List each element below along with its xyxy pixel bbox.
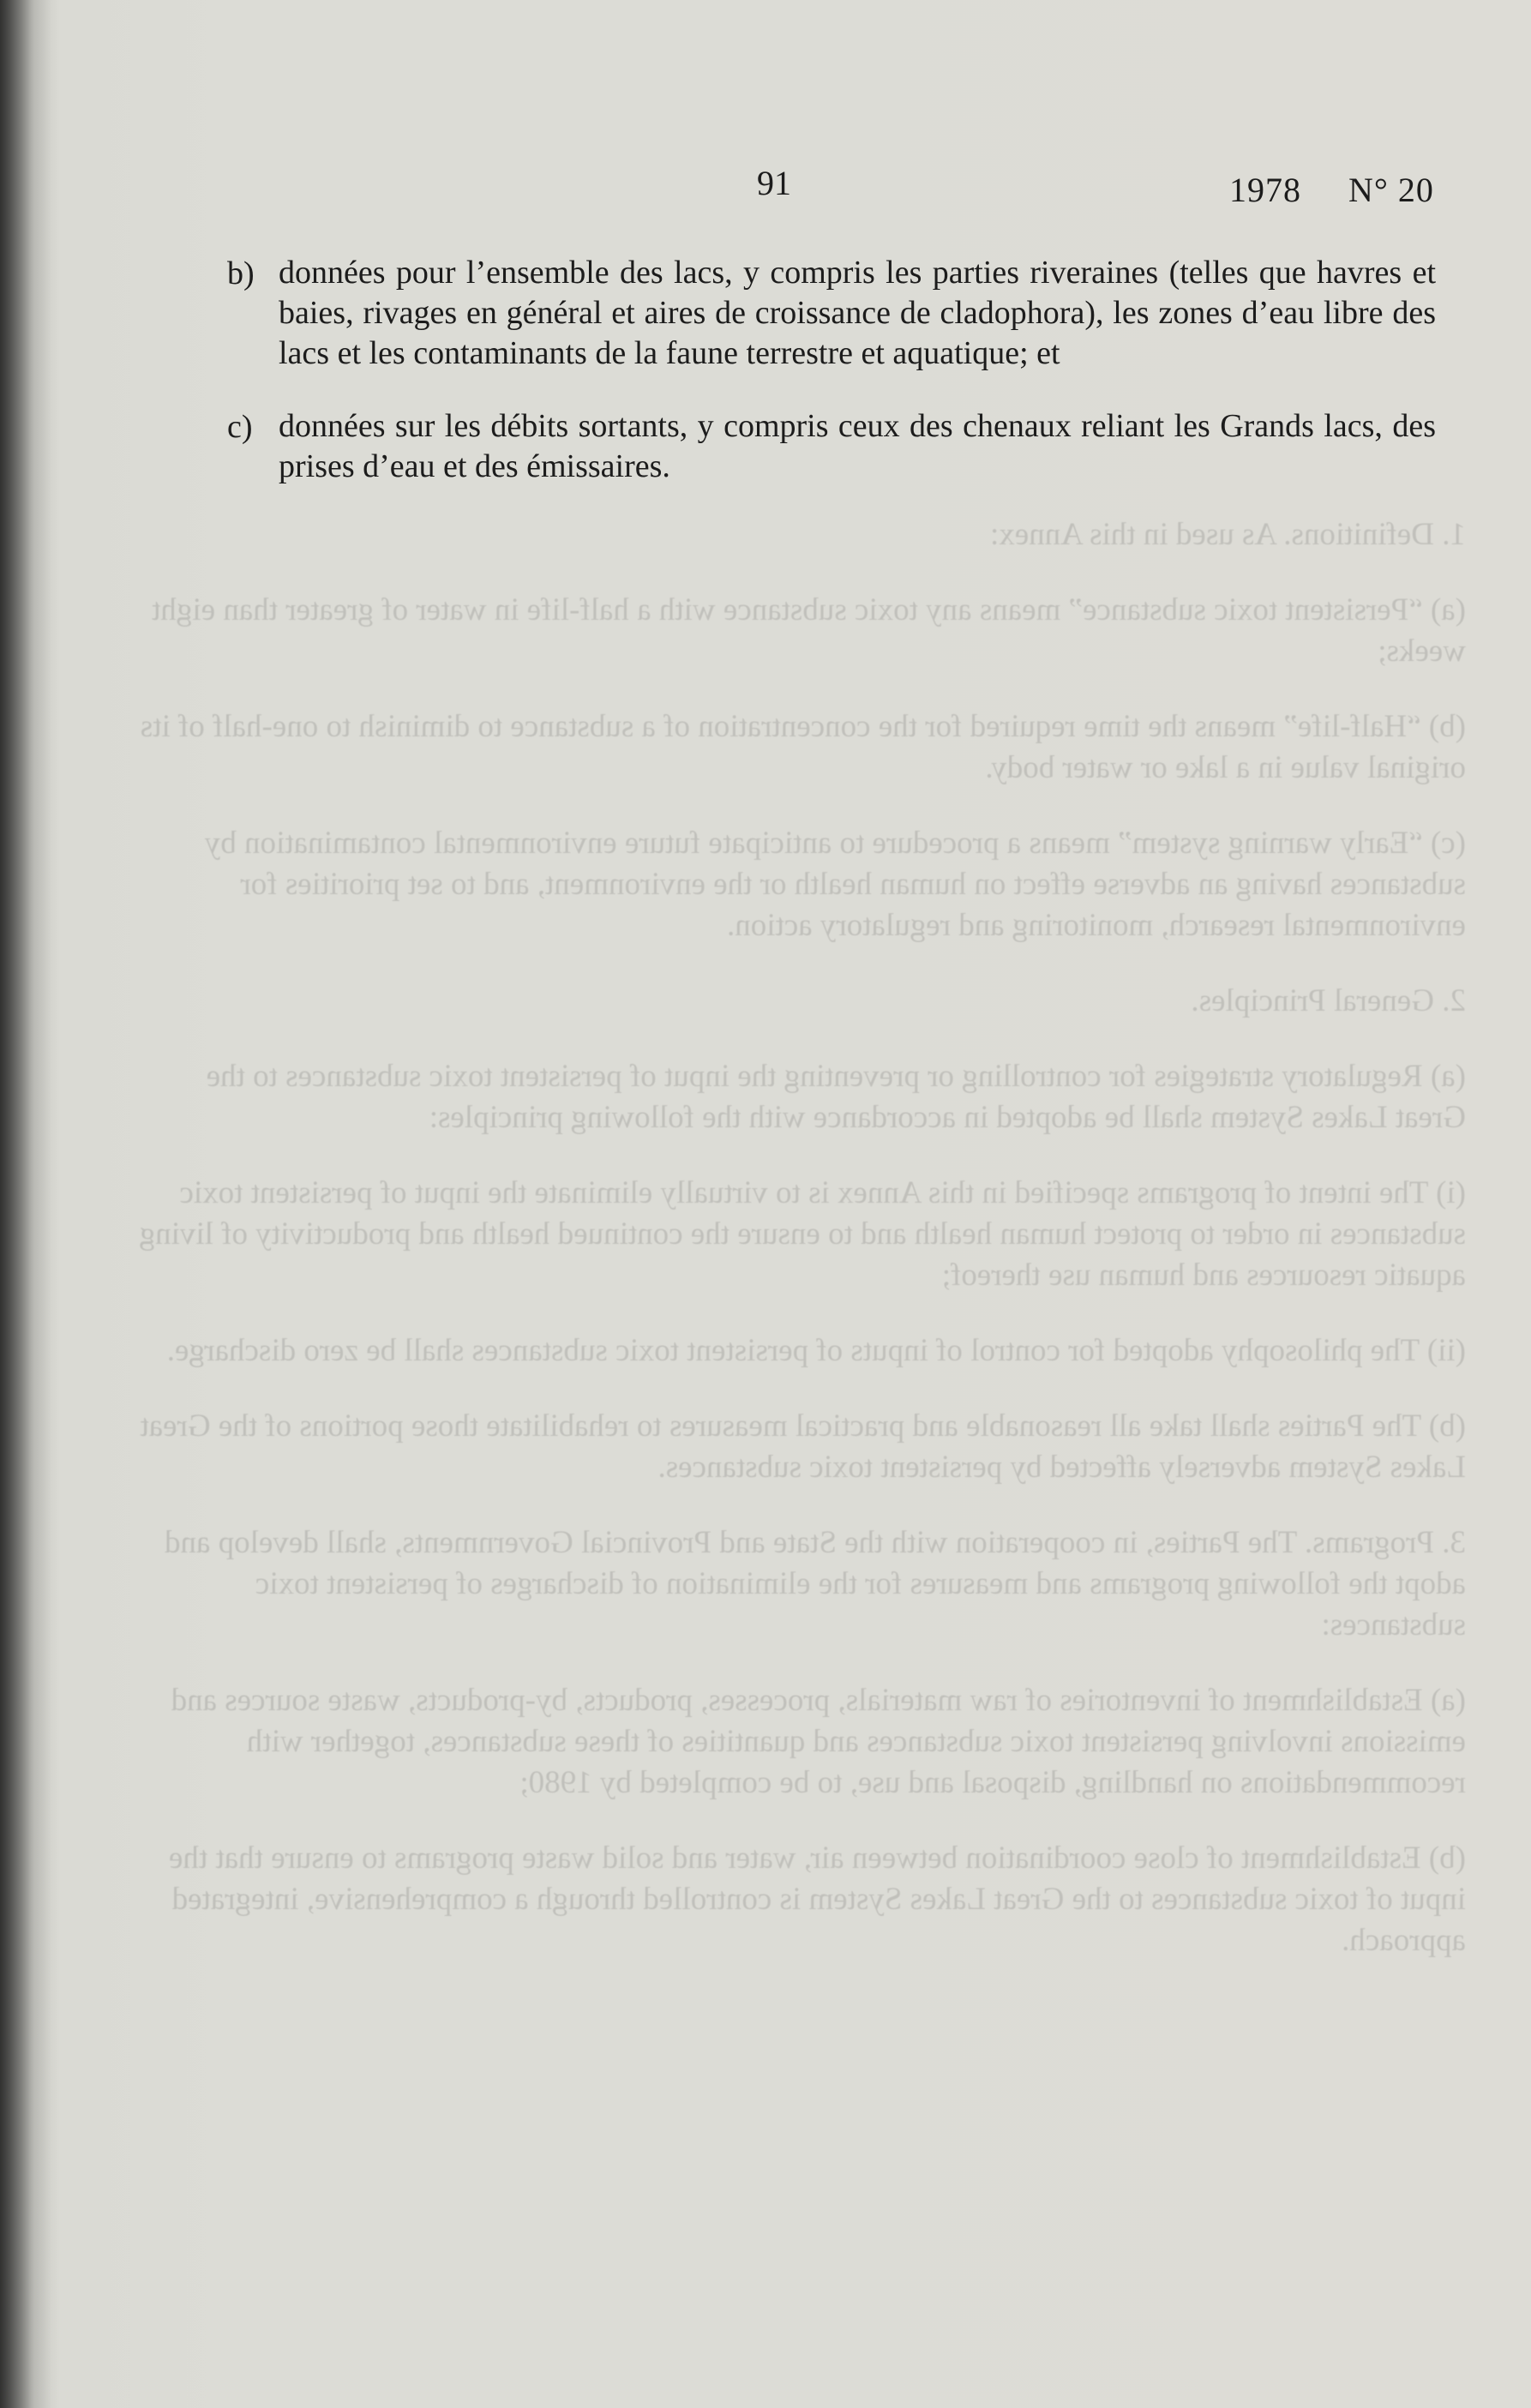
show-through-line: (a) “Persistent toxic substance” means any toxic substance with a half-life in water of greater than eight weeks;: [152, 592, 1466, 669]
item-label: c): [227, 409, 253, 445]
show-through-line: (ii) The philosophy adopted for control of inputs of persistent toxic substances shall be zero discharge.: [166, 1333, 1466, 1368]
show-through-line: (a) Regulatory strategies for controlling or preventing the input of persistent toxic substances to the Great Lakes System shall be adopted in accordance with the following principles:: [206, 1059, 1466, 1135]
list-item: [227, 406, 1436, 487]
show-through-line: (b) The Parties shall take all reasonable and practical measures to rehabilitate those portions of the Great Lakes System adversely affected by persistent toxic substances.: [140, 1408, 1466, 1485]
show-through-line: 1. Definitions. As used in this Annex:: [990, 517, 1466, 552]
show-through-line: (c) “Early warning system” means a procedure to anticipate future environmental contamination by substances having an adverse effect on human health or the environment, and to set priorities for environmental research, monitoring and regulatory action.: [204, 826, 1466, 943]
item-label: b): [227, 255, 255, 291]
item-list: [227, 253, 1436, 519]
show-through-line: (i) The intent of programs specified in this Annex is to virtually eliminate the input of persistent toxic substances in order to protect human health and to ensure the continued health and productivity of living aquatic resources and human use thereof;: [139, 1175, 1466, 1293]
year-and-number: 1978 N° 20: [1229, 171, 1434, 209]
show-through-line: (b) Establishment of close coordination between air, water and solid waste programs to ensure that the input of toxic substances to the Great Lakes System is controlled through a comprehensive, integrated approach.: [168, 1841, 1466, 1958]
show-through-line: 2. General Principles.: [1191, 983, 1466, 1018]
binding-shadow: [0, 0, 51, 2408]
show-through-line: 3. Programs. The Parties, in cooperation with the State and Provincial Governments, shall develop and adopt the following programs and measures for the elimination of discharges of persistent toxic substances:: [164, 1525, 1466, 1642]
item-text: données pour l’ensemble des lacs, y compris les parties riveraines (telles que havres et baies, rivages en général et aires de croissance de cladophora), les zones d’eau libre des lacs et les contaminants de la faune terrestre et aquatique; et: [279, 255, 1436, 371]
show-through-line: (b) “Half-life” means the time required for the concentration of a substance to diminish to one-half of its original value in a lake or water body.: [140, 709, 1466, 785]
item-text: données sur les débits sortants, y compris ceux des chenaux reliant les Grands lacs, des prises d’eau et des émissaires.: [279, 408, 1436, 484]
show-through-text: [129, 514, 1466, 2186]
list-item: [227, 253, 1436, 374]
page-header: [0, 163, 1531, 214]
page-number: 91: [757, 164, 791, 202]
show-through-line: (a) Establishment of inventories of raw materials, processes, products, by-products, waste sources and emissions involving persistent toxic substances and quantities of these substances, together with recommendations on handling, disposal and use, to be completed by 1980;: [171, 1683, 1466, 1800]
